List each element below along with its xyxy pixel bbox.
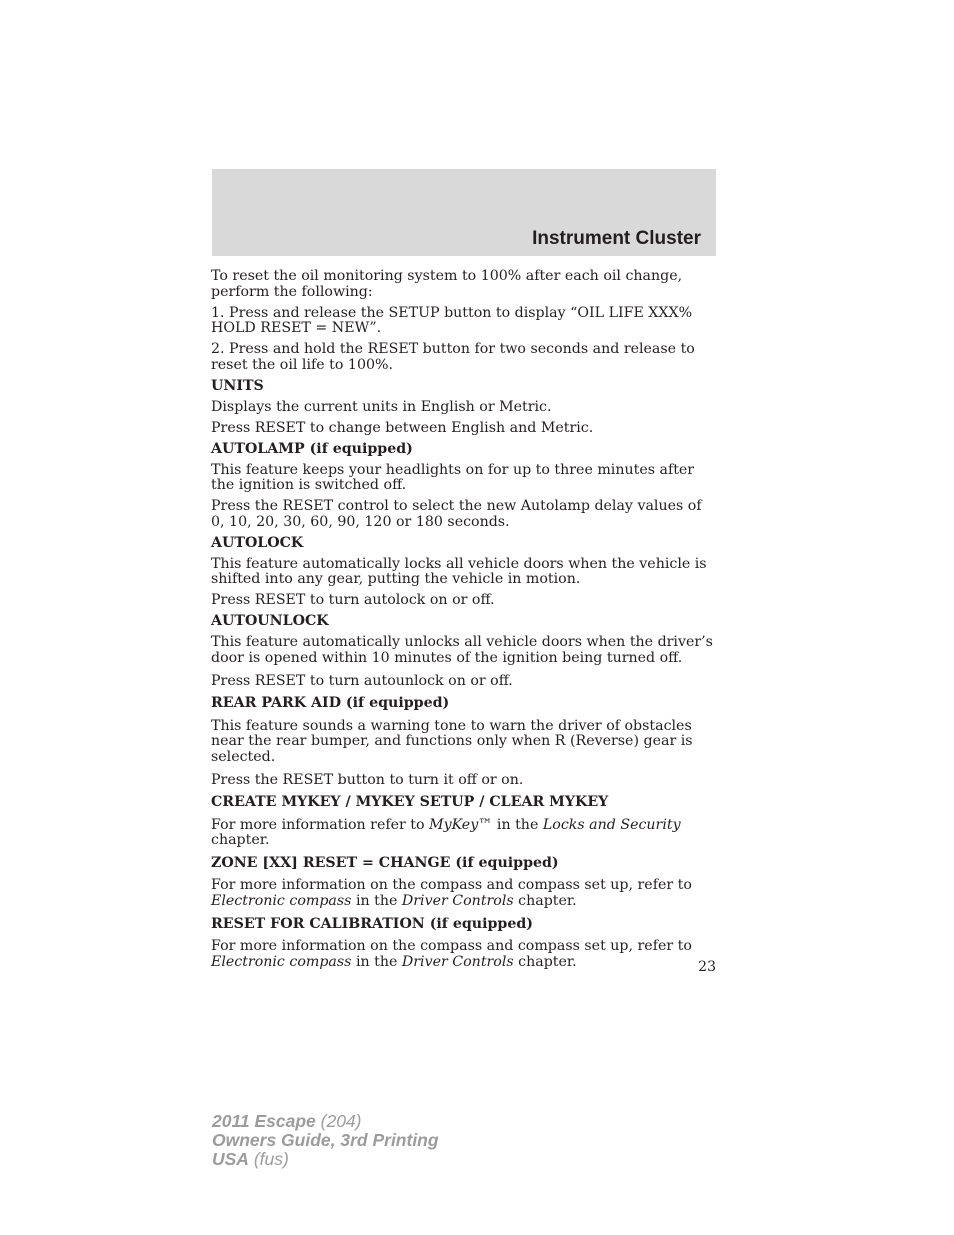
chapter-title: Instrument Cluster — [532, 228, 701, 249]
autolock-paragraph-2: Press RESET to turn autolock on or off. — [211, 592, 495, 609]
autolamp-heading: AUTOLAMP (if equipped) — [211, 440, 413, 457]
page-body — [211, 269, 719, 976]
driver-controls-reference: Driver Controls — [401, 893, 514, 910]
rear-park-aid-paragraph-2: Press the RESET button to turn it off or on. — [211, 771, 524, 788]
mykey-heading: CREATE MYKEY / MYKEY SETUP / CLEAR MYKEY — [211, 794, 609, 811]
units-paragraph-1: Displays the current units in English or Metric. — [211, 398, 552, 415]
step-2: 2. Press and hold the RESET button for two seconds and release to reset the oil life to 100%. — [211, 341, 695, 373]
autolamp-paragraph-1: This feature keeps your headlights on for up to three minutes after the ignition is switched off. — [211, 461, 695, 494]
rear-park-aid-paragraph-1: This feature sounds a warning tone to warn the driver of obstacles near the rear bumper, and functions only when R (Reverse) gear is selected. — [211, 717, 693, 765]
document-footer — [212, 1112, 439, 1170]
driver-controls-reference: Driver Controls — [401, 953, 514, 970]
footer-line-3: USA (fus) — [212, 1149, 289, 1170]
footer-line-2: Owners Guide, 3rd Printing — [212, 1130, 439, 1151]
units-paragraph-2: Press RESET to change between English and Metric. — [211, 419, 594, 436]
zone-heading: ZONE [XX] RESET = CHANGE (if equipped) — [211, 854, 559, 871]
locks-and-security-reference: Locks and Security — [542, 816, 681, 833]
autolock-paragraph-1: This feature automatically locks all vehicle doors when the vehicle is shifted into any gear, putting the vehicle in motion. — [211, 555, 707, 588]
autounlock-paragraph-2: Press RESET to turn autounlock on or off. — [211, 672, 513, 689]
autounlock-heading: AUTOUNLOCK — [211, 613, 329, 630]
units-heading: UNITS — [211, 377, 264, 394]
calibration-paragraph: For more information on the compass and compass set up, refer to Electronic compass in the Driver Controls chapter. — [211, 938, 692, 970]
electronic-compass-reference: Electronic compass — [211, 953, 352, 970]
footer-line-1: 2011 Escape (204) — [212, 1111, 362, 1131]
chapter-header-band — [212, 169, 716, 256]
zone-paragraph: For more information on the compass and compass set up, refer to Electronic compass in the Driver Controls chapter. — [211, 877, 692, 910]
page-number: 23 — [698, 959, 716, 975]
electronic-compass-reference: Electronic compass — [211, 893, 352, 910]
autolamp-paragraph-2: Press the RESET control to select the new Autolamp delay values of 0, 10, 20, 30, 60, 90, 120 or 180 seconds. — [211, 498, 702, 530]
mykey-reference: MyKey™ — [429, 816, 493, 833]
rear-park-aid-heading: REAR PARK AID (if equipped) — [211, 695, 450, 712]
autolock-heading: AUTOLOCK — [211, 534, 304, 551]
intro-paragraph: To reset the oil monitoring system to 100% after each oil change, perform the following: — [211, 268, 683, 300]
autounlock-paragraph-1: This feature automatically unlocks all vehicle doors when the driver’s door is opened within 10 minutes of the ignition being turned off. — [211, 634, 713, 666]
step-1: 1. Press and release the SETUP button to display “OIL LIFE XXX% HOLD RESET = NEW”. — [211, 304, 693, 337]
mykey-paragraph: For more information refer to MyKey™ in the Locks and Security chapter. — [211, 816, 681, 849]
calibration-heading: RESET FOR CALIBRATION (if equipped) — [211, 915, 534, 932]
